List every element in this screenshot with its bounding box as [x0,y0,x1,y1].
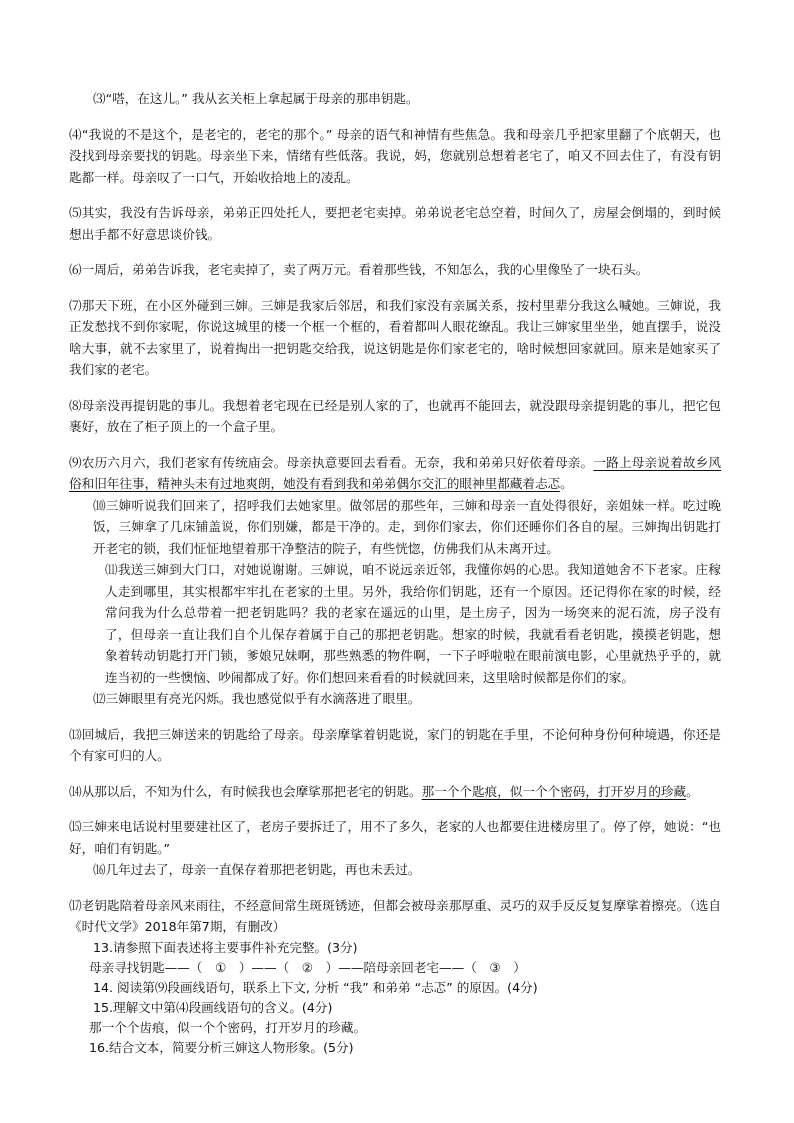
question-13-events: 母亲寻找钥匙——（ ① ）——（ ② ）——陪母亲回老宅——（ ③ ） [89,959,526,975]
paragraph-13: ⒀回城后，我把三婶送来的钥匙给了母亲。母亲摩挲着钥匙说，家门的钥匙在手里，不论何种身份何种境遇，你还是个有家可归的人。 [69,726,721,763]
paragraph-17: ⒄老钥匙陪着母亲风来雨往，不经意间常生斑斑锈迹，但都会被母亲那厚重、灵巧的双手反反复复摩挲着擦亮。（选自《时代文学》2018年第7期，有删改） [69,897,721,934]
paragraph-3: ⑶“嗒，在这儿。” 我从玄关柜上拿起属于母亲的那串钥匙。 [93,91,419,106]
question-14: 14. 阅读第⑼段画线语句，联系上下文, 分析 “我” 和弟弟 “忐忑” 的原因。(4分) [93,979,538,995]
paragraph-9 [69,452,721,495]
paragraph-14-end: 。 [686,783,699,799]
paragraph-16: ⒃几年过去了，母亲一直保存着那把老钥匙，再也未丢过。 [93,862,421,877]
paragraph-7: ⑺那天下班，在小区外碰到三婶。三婶是我家后邻居，和我们家没有亲属关系，按村里辈分我这么喊她。三婶说，我正发愁找不到你家呢，你说这城里的楼一个框一个框的，看着都叫人眼花缭乱。我让三婶家里坐坐，她直摆手，说没啥大事，就不去家里了，说着掏出一把钥匙交给我，说这钥匙是你们家老宅的，啥时候想回家就回。原来是她家买了我们家的老宅。 [69,297,721,377]
paragraph-8: ⑻母亲没再提钥匙的事儿。我想着老宅现在已经是别人家的了，也就再不能回去，就没跟母亲提钥匙的事儿，把它包裹好，放在了柜子顶上的一个盒子里。 [69,397,721,434]
paragraph-14 [69,781,721,803]
paragraph-6: ⑹一周后，弟弟告诉我，老宅卖掉了，卖了两万元。看着那些钱，不知怎么，我的心里像坠了一块石头。 [69,262,649,277]
paragraph-15: ⒂三婶来电话说村里要建社区了，老房子要拆迁了，用不了多久，老家的人也都要住进楼房里了。停了停，她说：“也好，咱们有钥匙。” [69,819,721,856]
paragraph-5: ⑸其实，我没有告诉母亲，弟弟正四处托人，要把老宅卖掉。弟弟说老宅总空着，时间久了，房屋会倒塌的，到时候想出手都不好意思谈价钱。 [69,205,721,242]
paragraph-12: ⑿三婶眼里有亮光闪烁。我也感觉似乎有水滴落进了眼里。 [93,691,421,706]
paragraph-14-underlined: 那一个个匙痕，似一个个密码，打开岁月的珍藏 [421,783,687,799]
paragraph-14-text: ⒁从那以后，不知为什么，有时候我也会摩挲那把老宅的钥匙。 [69,783,422,799]
paragraph-9-underlined-rest: 说着故乡风俗和旧年往事，精神头未有过地爽朗，她没有看到我和弟弟偶尔交汇的眼神里都藏着忐忑 [69,454,722,491]
question-15-quote: 那一个个齿痕，似一个个密码，打开岁月的珍藏。 [89,1019,367,1035]
paragraph-9-text: ⑼农历六月六，我们老家有传统庙会。母亲执意要回去看看。无奈，我和弟弟只好依着母亲。 [69,454,594,470]
question-15: 15.理解文中第⑷段画线语句的含义。(4分) [93,999,333,1015]
paragraph-4: ⑷“我说的不是这个，是老宅的，老宅的那个。” 母亲的语气和神情有些焦急。我和母亲几乎把家里翻了个底朝天，也没找到母亲要找的钥匙。母亲坐下来，情绪有些低落。我说，妈，您就别总想着老宅了，咱又不回去住了，有没有钥匙都一样。母亲叹了一口气，开始收拾地上的凌乱。 [69,126,721,185]
document-page [69,88,721,1058]
paragraph-10: ⑽三婶听说我们回来了，招呼我们去她家里。做邻居的那些年，三婶和母亲一直处得很好，亲姐妹一样。吃过晚饭，三婶拿了几床铺盖说，你们别嫌，都是干净的。走，到你们家去，你们还睡你们各自的屋。三婶掏出钥匙打开老宅的锁，我们怔怔地望着那干净整洁的院子，有些恍惚，仿佛我们从未离开过。 [93,497,721,556]
paragraph-9-end: 。 [560,476,573,491]
paragraph-9-underlined-start: 一路上母亲 [593,454,658,470]
question-13: 13.请参照下面表述将主要事件补充完整。(3分) [93,939,358,955]
paragraph-11: ⑾我送三婶到大门口，对她说谢谢。三婶说，咱不说远亲近邻，我懂你妈的心思。我知道她舍不下老家。庄稼人走到哪里，其实根都牢牢扎在老家的土里。另外，我给你们钥匙，还有一个原因。还记得你在家的时候，经常问我为什么总带着一把老钥匙吗？我的老家在遥远的山里，是土房子，因为一场突来的泥石流，房子没有了，但母亲一直让我们自个儿保存着属于自己的那把老钥匙。想家的时候，我就看看老钥匙，摸摸老钥匙，想象着转动钥匙打开门锁，爹娘兄妹啊，那些熟悉的物件啊，一下子呼啦啦在眼前演电影，心里就热乎乎的，就连当初的一些懊恼、吵闹都成了好。你们想回来看看的时候就回来，这里啥时候都是你们的家。 [105,562,721,685]
question-16: 16.结合文本，简要分析三婶这人物形象。(5分) [89,1039,354,1055]
